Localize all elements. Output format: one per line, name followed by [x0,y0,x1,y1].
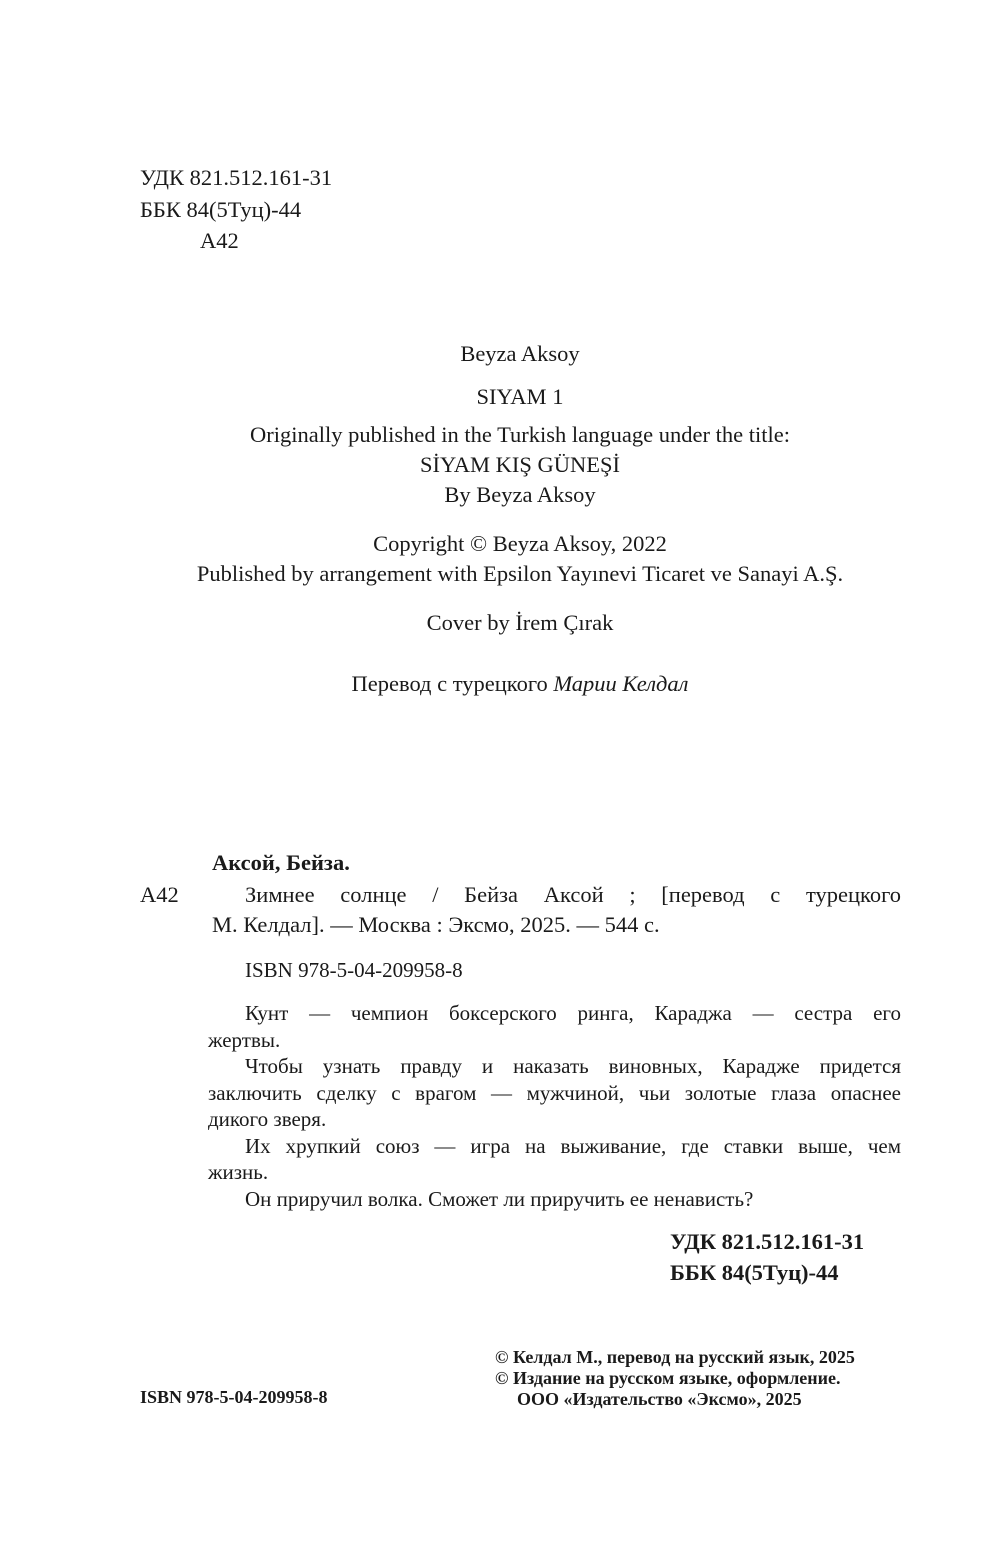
author-mark-top: А42 [200,228,239,253]
footer-copyright-translation: © Келдал М., перевод на русский язык, 2025 [495,1347,855,1367]
annotation-p3-line2: жизнь. [208,1160,269,1184]
original-title: SİYAM KIŞ GÜNEŞİ [419,452,621,477]
bbk-code-top: ББК 84(5Туц)-44 [140,197,302,222]
footer-copyright-edition: © Издание на русском языке, оформление. [495,1368,841,1388]
original-by-line: By Beyza Aksoy [444,482,596,507]
bbk-code-bottom: ББК 84(5Туц)-44 [670,1260,839,1285]
catalog-line-2: М. Келдал]. — Москва : Эксмо, 2025. — 544 с. [212,912,660,937]
original-author: Beyza Aksoy [460,341,580,366]
catalog-heading: Аксой, Бейза. [212,850,350,875]
footer-copyright-publisher: ООО «Издательство «Эксмо», 2025 [517,1389,802,1409]
annotation-p2-line1: Чтобы узнать правду и наказать виновных, Карадже придется [245,1054,901,1078]
translation-credit [0,670,1000,698]
catalog-isbn: ISBN 978-5-04-209958-8 [245,958,463,982]
udk-code-bottom: УДК 821.512.161-31 [670,1229,865,1254]
annotation-p4-line1: Он приручил волка. Сможет ли приручить ее ненависть? [245,1187,754,1211]
originally-published-note: Originally published in the Turkish language under the title: [250,422,790,447]
annotation-p3-line1: Их хрупкий союз — игра на выживание, где ставки выше, чем [245,1134,901,1158]
cover-credit: Cover by İrem Çırak [426,610,614,635]
catalog-line-1: Зимнее солнце / Бейза Аксой ; [перевод с турецкого [245,882,901,907]
annotation-p1-line2: жертвы. [208,1028,281,1052]
translator-name: Марии Келдал [553,671,689,696]
published-by-arrangement: Published by arrangement with Epsilon Yayınevi Ticaret ve Sanayi A.Ş. [196,561,844,586]
footer-isbn: ISBN 978-5-04-209958-8 [140,1387,328,1407]
annotation-p2-line2: заключить сделку с врагом — мужчиной, чьи золотые глаза опаснее [208,1081,901,1105]
annotation-p1-line1: Кунт — чемпион боксерского ринга, Караджа — сестра его [245,1001,901,1025]
original-series: SIYAM 1 [476,384,564,409]
annotation-p2-line3: дикого зверя. [208,1107,327,1131]
original-copyright: Copyright © Beyza Aksoy, 2022 [373,531,667,556]
translation-prefix: Перевод с турецкого [351,671,548,696]
udk-code-top: УДК 821.512.161-31 [140,165,333,190]
catalog-author-mark: А42 [140,882,179,907]
